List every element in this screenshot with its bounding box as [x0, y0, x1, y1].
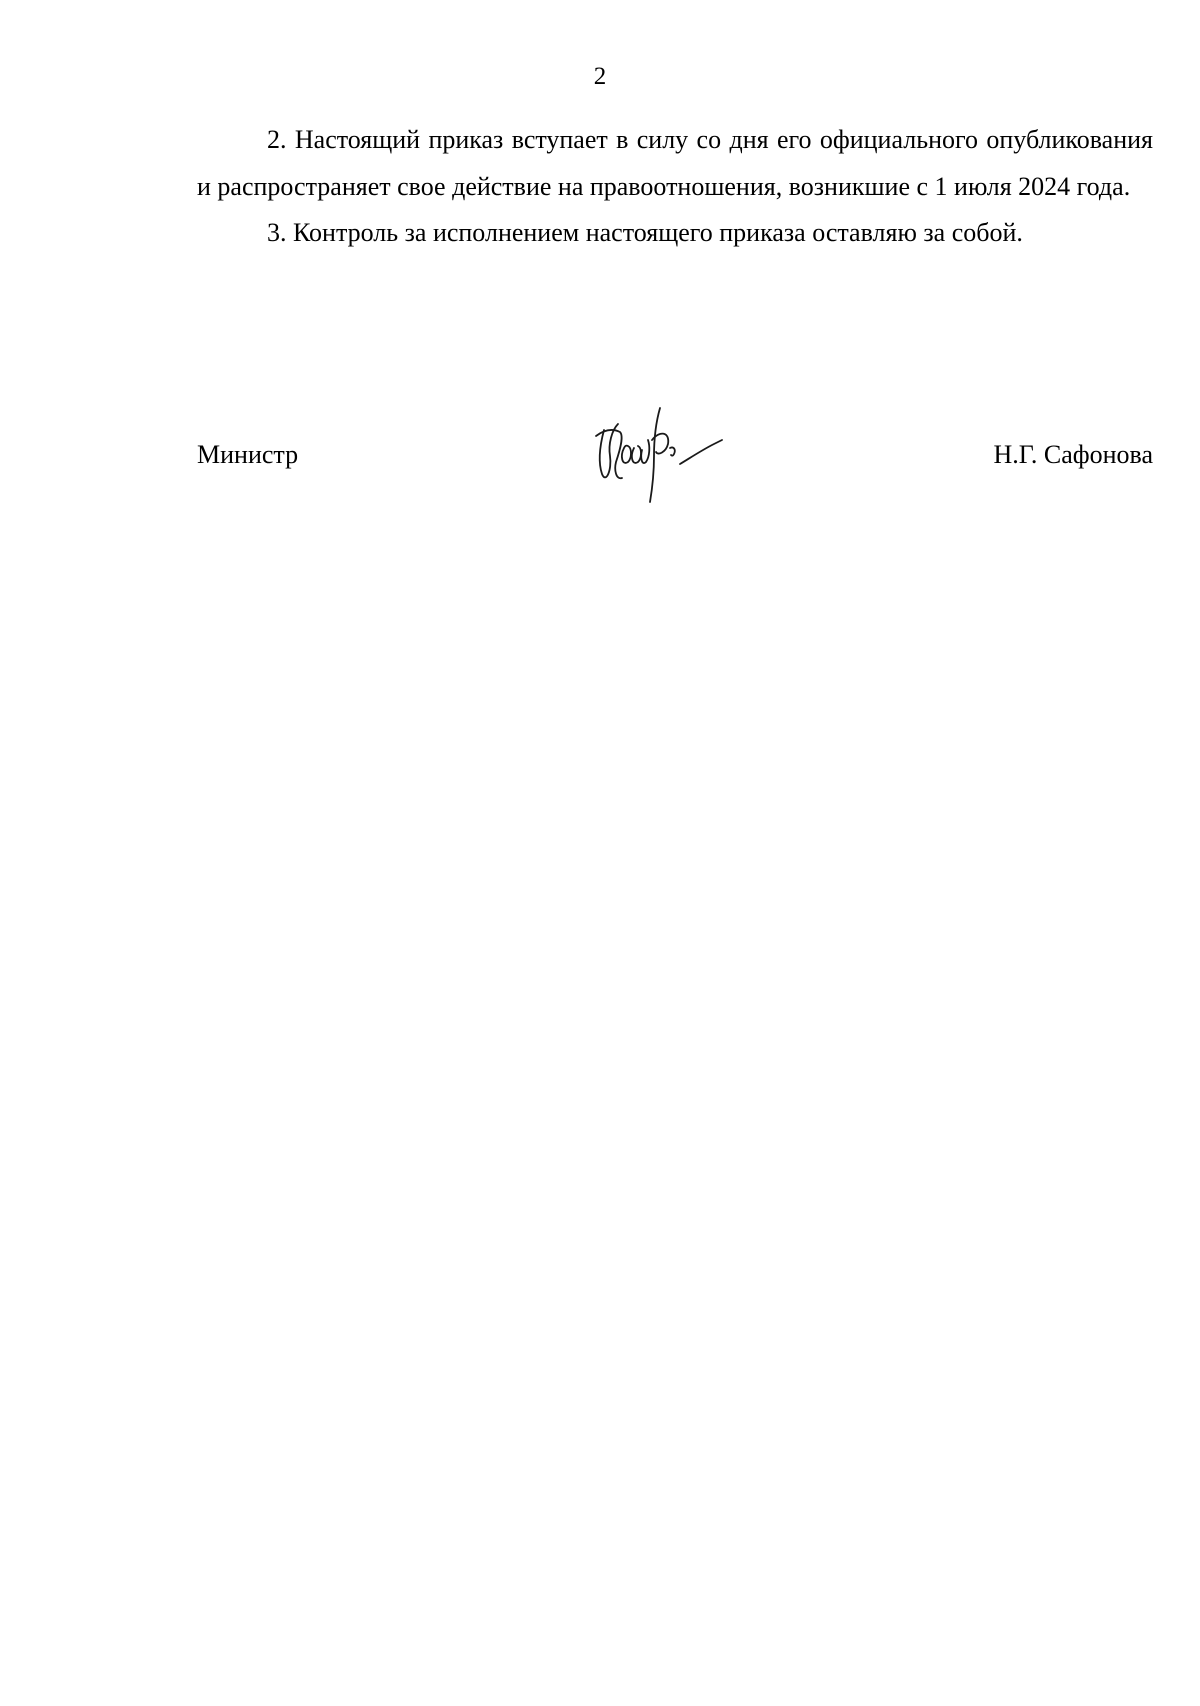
paragraph-effective-date: 2. Настоящий приказ вступает в силу со дня его официального опубликования и распространяет свое действие на правоотношения, возникшие с 1 июля 2024 года.	[197, 125, 1153, 201]
handwritten-signature	[590, 400, 730, 510]
signatory-title: Министр	[197, 440, 299, 469]
paragraph-control: 3. Контроль за исполнением настоящего приказа оставляю за собой.	[267, 218, 1023, 247]
page-number: 2	[593, 63, 607, 90]
document-body	[197, 117, 1153, 257]
signature-block	[197, 400, 1153, 510]
signatory-name: Н.Г. Сафонова	[993, 440, 1153, 469]
